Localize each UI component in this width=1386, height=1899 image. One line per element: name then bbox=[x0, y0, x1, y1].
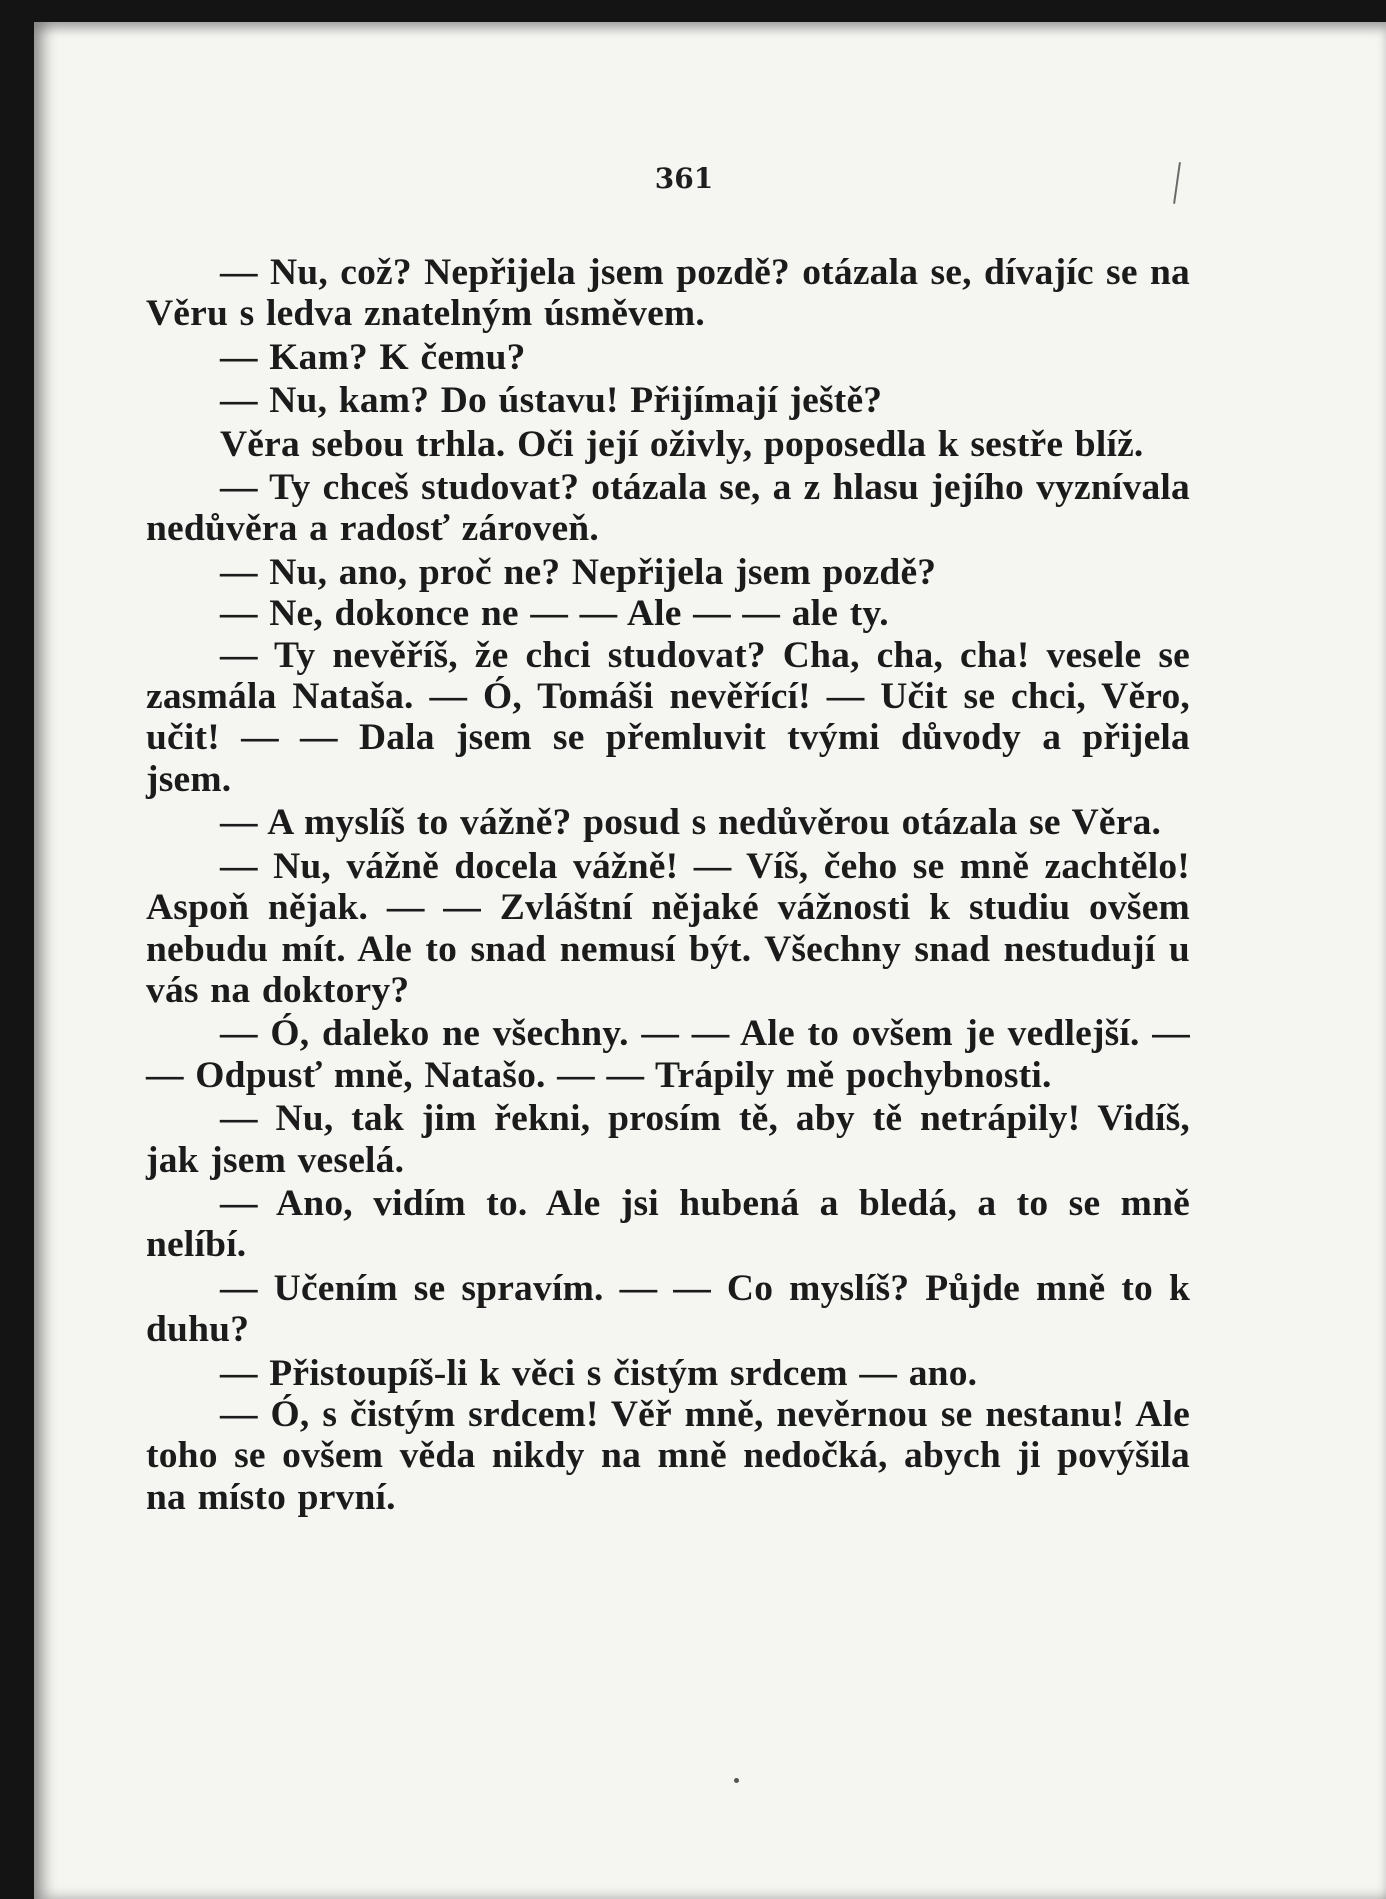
paper-leaf bbox=[34, 22, 1386, 1899]
paragraph: — A myslíš to vážně? posud s nedůvěrou otázala se Věra. bbox=[220, 802, 1162, 844]
paragraph: — Nu, ano, proč ne? Nepřijela jsem pozdě? bbox=[220, 551, 937, 593]
paragraph: — Nu, vážně docela vážně! — Víš, čeho se mně zachtělo! Aspoň nějak. — — Zvláštní nějaké vážnosti k studiu ovšem nebudu mít. Ale to snad nemusí být. Všechny snad nestudují u vás na doktory? bbox=[146, 845, 1190, 1011]
paragraph: — Učením se spravím. — — Co myslíš? Půjde mně to k duhu? bbox=[146, 1267, 1190, 1351]
paragraph: — Přistoupíš-li k věci s čistým srdcem — ano. bbox=[220, 1352, 978, 1394]
paragraph: — Nu, což? Nepřijela jsem pozdě? otázala se, dívajíc se na Věru s ledva znatelným úsměvem. bbox=[146, 252, 1190, 335]
paragraph: — Ó, daleko ne všechny. — — Ale to ovšem je vedlejší. — — Odpusť mně, Natašo. — — Trápily mě pochybnosti. bbox=[146, 1013, 1190, 1096]
paragraph: — Kam? K čemu? bbox=[220, 336, 526, 378]
paragraph: Věra sebou trhla. Oči její oživly, poposedla k sestře blíž. bbox=[220, 423, 1144, 465]
print-speck bbox=[734, 1778, 739, 1783]
paragraph: — Ne, dokonce ne — — Ale — — ale ty. bbox=[220, 593, 889, 635]
paragraph: — Ty nevěříš, že chci studovat? Cha, cha, cha! vesele se zasmála Nataša. — Ó, Tomáši nevěřící! — Učit se chci, Věro, učit! — — Dala jsem se přemluvit tvými důvody a přijela jsem. bbox=[146, 634, 1190, 800]
page-number: 361 bbox=[654, 162, 714, 195]
paragraph: — Ano, vidím to. Ale jsi hubená a bledá, a to se mně nelíbí. bbox=[146, 1182, 1190, 1266]
paragraph: — Ty chceš studovat? otázala se, a z hlasu jejího vyznívala nedůvěra a radosť zároveň. bbox=[146, 467, 1190, 550]
body-text bbox=[146, 252, 1190, 1520]
paragraph: — Ó, s čistým srdcem! Věř mně, nevěrnou se nestanu! Ale toho se ovšem věda nikdy na mně nedočká, abych ji povýšila na místo první. bbox=[146, 1393, 1190, 1518]
paragraph: — Nu, kam? Do ústavu! Přijímají ještě? bbox=[220, 380, 883, 422]
paragraph: — Nu, tak jim řekni, prosím tě, aby tě netrápily! Vidíš, jak jsem veselá. bbox=[146, 1098, 1190, 1181]
